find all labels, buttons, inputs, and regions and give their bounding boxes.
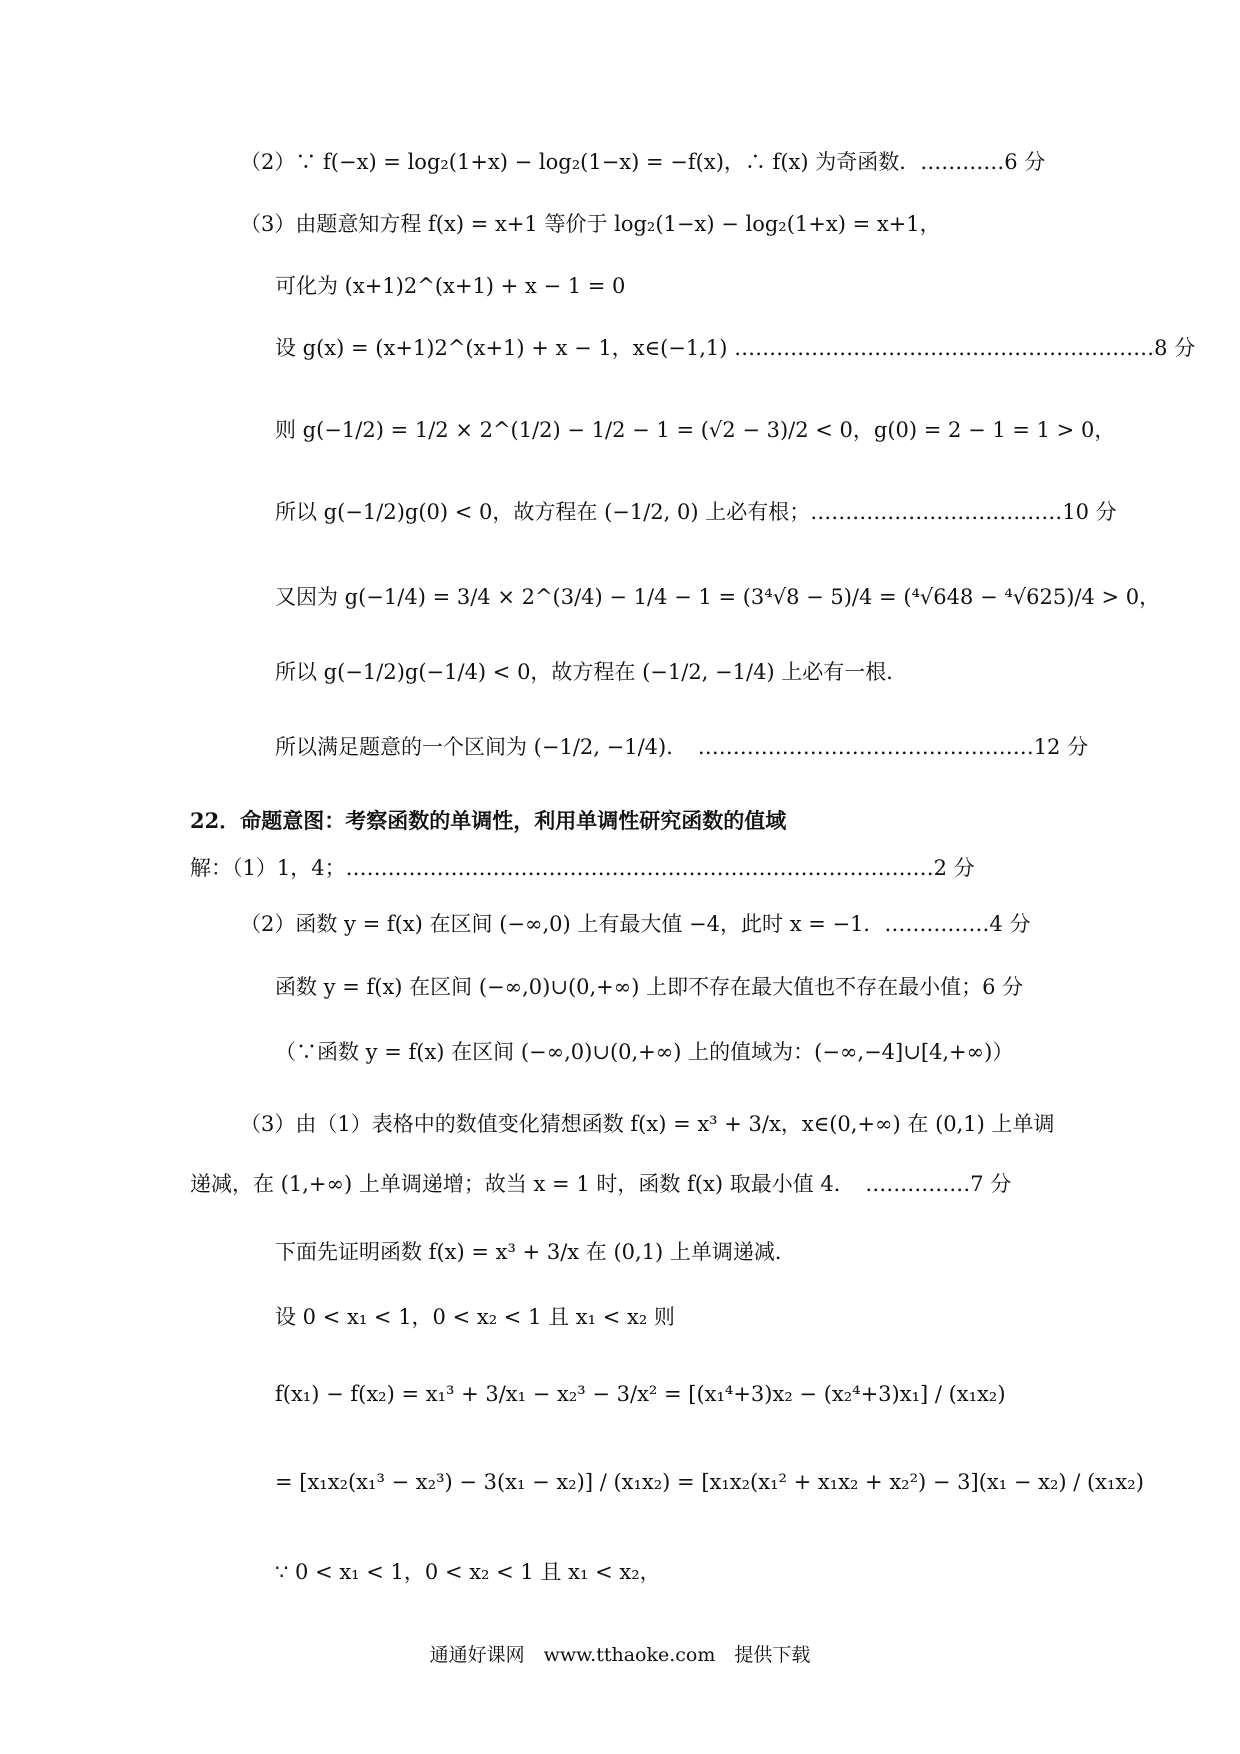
proof-condition: ∵ 0 < x₁ < 1，0 < x₂ < 1 且 x₁ < x₂， bbox=[275, 1560, 661, 1584]
step-2-odd-function: （2）∵ f(−x) = log₂(1+x) − log₂(1−x) = −f(x)，∴ f(x) 为奇函数．…………6 分 bbox=[240, 150, 1046, 174]
proof-setup: 设 0 < x₁ < 1，0 < x₂ < 1 且 x₁ < x₂ 则 bbox=[275, 1305, 675, 1329]
answer-part-3-min: 递减，在 (1,+∞) 上单调递增；故当 x = 1 时，函数 f(x) 取最小值 4． ……………7 分 bbox=[190, 1172, 1012, 1196]
page-footer: 通通好课网 www.tthaoke.com 提供下载 bbox=[429, 1644, 811, 1666]
proof-factor: = [x₁x₂(x₁³ − x₂³) − 3(x₁ − x₂)] / (x₁x₂) = [x₁x₂(x₁² + x₁x₂ + x₂²) − 3](x₁ − x₂) / (x₁x₂) bbox=[275, 1470, 1144, 1494]
answer-part-2-range: （∵函数 y = f(x) 在区间 (−∞,0)∪(0,+∞) 上的值域为：(−∞,−4]∪[4,+∞)） bbox=[275, 1040, 1014, 1064]
define-g: 设 g(x) = (x+1)2^(x+1) + x − 1，x∈(−1,1) ……………………………………………………8 分 bbox=[275, 336, 1196, 360]
root-interval-quarter: 所以 g(−1/2)g(−1/4) < 0，故方程在 (−1/2, −1/4) 上必有一根． bbox=[275, 660, 908, 684]
answer-part-3-conjecture: （3）由（1）表格中的数值变化猜想函数 f(x) = x³ + 3/x，x∈(0,+∞) 在 (0,1) 上单调 bbox=[240, 1112, 1055, 1136]
proof-difference: f(x₁) − f(x₂) = x₁³ + 3/x₁ − x₂³ − 3/x² = [(x₁⁴+3)x₂ − (x₂⁴+3)x₁] / (x₁x₂) bbox=[275, 1382, 1006, 1406]
equation-transformed: 可化为 (x+1)2^(x+1) + x − 1 = 0 bbox=[275, 274, 626, 298]
root-interval-half: 所以 g(−1/2)g(0) < 0，故方程在 (−1/2, 0) 上必有根；………………………………10 分 bbox=[275, 500, 1117, 524]
answer-part-1: 解：（1）1，4；…………………………………………………………………………2 分 bbox=[190, 856, 975, 880]
answer-part-2: （2）函数 y = f(x) 在区间 (−∞,0) 上有最大值 −4，此时 x = −1．……………4 分 bbox=[240, 912, 1031, 936]
answer-part-2-extremum: 函数 y = f(x) 在区间 (−∞,0)∪(0,+∞) 上即不存在最大值也不存在最小值；6 分 bbox=[275, 975, 1024, 999]
question-22-heading: 22．命题意图：考察函数的单调性，利用单调性研究函数的值域 bbox=[190, 808, 787, 833]
proof-intro: 下面先证明函数 f(x) = x³ + 3/x 在 (0,1) 上单调递减． bbox=[275, 1240, 796, 1264]
step-3-equation: （3）由题意知方程 f(x) = x+1 等价于 log₂(1−x) − log₂(1+x) = x+1， bbox=[240, 212, 941, 236]
evaluate-g-quarter: 又因为 g(−1/4) = 3/4 × 2^(3/4) − 1/4 − 1 = (3⁴√8 − 5)/4 = (⁴√648 − ⁴√625)/4 > 0， bbox=[275, 585, 1161, 609]
conclusion-interval: 所以满足题意的一个区间为 (−1/2, −1/4)． …………………………………………12 分 bbox=[275, 735, 1089, 759]
evaluate-g-half: 则 g(−1/2) = 1/2 × 2^(1/2) − 1/2 − 1 = (√2 − 3)/2 < 0，g(0) = 2 − 1 = 1 > 0， bbox=[275, 418, 1116, 442]
